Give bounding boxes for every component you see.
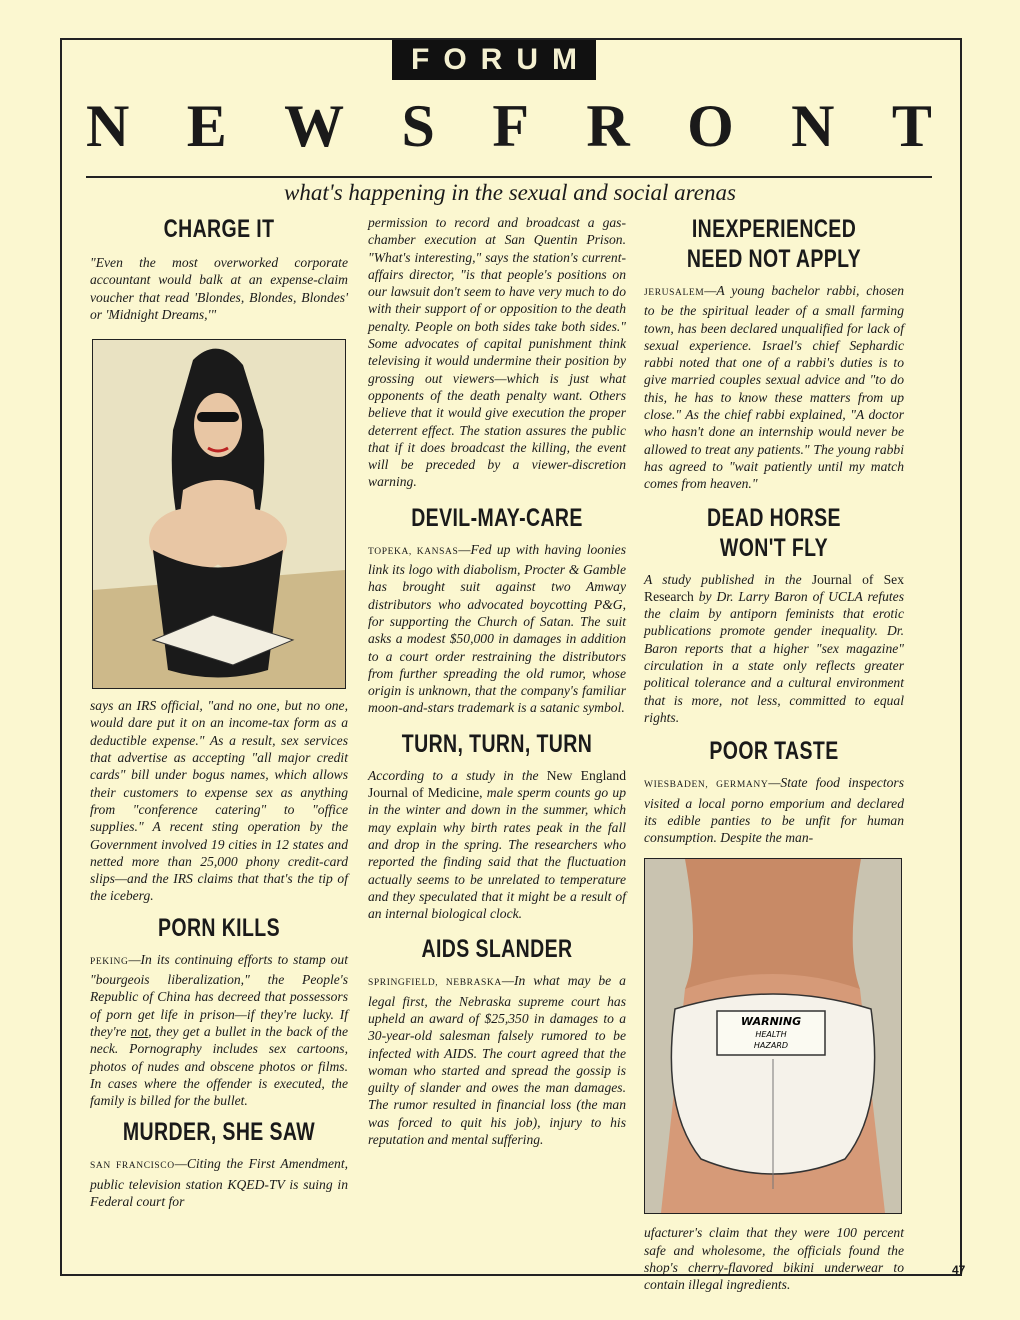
- article-text: In its continuing efforts to stamp out "bourgeois liberalization," the People's Republic of China has decreed that possessors of porn get life in prison—if they're lucky. If they're: [90, 951, 348, 1039]
- article-text: A young bachelor rabbi, chosen to be the spiritual leader of a small farming town, has been declared unqualified for lack of sexual experience. Israel's chief Sephardic rabbi noted that one of a rabbi's duties is to give married couples sexual advice and "to do this, he has to know these matters from up close." As the chief rabbi explained, "A doctor who hasn't done an internship would never be allowed to treat any patients." The young rabbi has agreed to "wait patiently until my match comes from heaven.": [644, 283, 904, 492]
- article-poor-taste: WIESBADEN, GERMANY—State food inspectors visited a local porno emporium and declared its edible panties to be unfit for human consumption. Despite the man-: [644, 775, 904, 846]
- article-murder-she-saw-cont: permission to record and broadcast a gas-chamber execution at San Quentin Prison. "What's interesting," says the station's current-affairs director, "is that people's positions on our lawsuit don't seem to have very much to do with their support of or opposition to the death penalty. People on both sides take both sides." Some advocates of capital punishment think televising it would undermine their position by grossing out viewers—which is just what opponents of the death penalty want. Others believe that it would give execution the proper deterrent effect. The station assures the public that if it does broadcast the killing, the event will be preceded by a viewer-discretion warning.: [368, 215, 626, 490]
- masthead-letter: E: [186, 93, 227, 159]
- article-text: According to a study in the: [368, 767, 547, 783]
- article-text: Fed up with having loonies link its logo with diabolism, Procter & Gamble has brought suit against two Amway distributors who advocated boycotting P&G, for supporting the Church of Satan. The suit asks a modest $50,000 in damages in addition to a court order restraining the distributors from further spreading the old rumor, whose origin is unknown, that the company's familiar moon-and-stars trademark is a satanic symbol.: [368, 541, 626, 716]
- dateline: JERUSALEM: [644, 288, 705, 298]
- article-text: not: [130, 1023, 149, 1039]
- article-text: male sperm counts go up in the winter and down in the summer, which may explain why birth rates peak in the fall and drop in the spring. The researchers who reported the finding said that the fluctuation actually seems to be unrelated to temperature and they speculated that it might be a result of an internal biological clock.: [368, 785, 626, 922]
- article-devil-may-care: TOPEKA, KANSAS—Fed up with having loonies link its logo with diabolism, Procter & Gamble has brought suit against two Amway distributors who advocated boycotting P&G, for supporting the Church of Satan. The suit asks a modest $50,000 in damages in addition to a court order restraining the distributors from further spreading the old rumor, whose origin is unknown, that the company's familiar moon-and-stars trademark is a satanic symbol.: [368, 541, 626, 716]
- article-charge-it-body: says an IRS official, "and no one, but no one, would dare put it on an income-tax form as a deductible expense." As a result, sex services that advertise as accepting "all major credit cards" bill under bogus names, which allows their customers to expense sex as anything from "conference catering" to "office supplies." A recent sting operation by the Government involved 19 cities in 12 states and netted more than 25,000 phony credit-card slips—and the IRS claims that that's the tip of the iceberg.: [90, 698, 348, 904]
- article-text: State food inspectors visited a local porno emporium and declared its edible panties to be unfit for human consumption. Despite the man-: [644, 775, 904, 846]
- article-inexperienced: JERUSALEM—A young bachelor rabbi, chosen to be the spiritual leader of a small farming town, has been declared unqualified for lack of sexual experience. Israel's chief Sephardic rabbi noted that one of a rabbi's duties is to give married couples sexual advice and "to do this, he has to know these matters from up close." As the chief rabbi explained, "A doctor who hasn't done an internship would never be allowed to treat any patients." The young rabbi has agreed to "wait patiently until my match comes from heaven.": [644, 283, 904, 492]
- masthead-letter: T: [891, 93, 932, 159]
- headline-devil-may-care: DEVIL-MAY-CARE: [411, 503, 583, 532]
- article-murder-she-saw: SAN FRANCISCO—Citing the First Amendment, public television station KQED-TV is suing in Federal court for: [90, 1156, 348, 1210]
- headline-porn-kills: PORN KILLS: [158, 913, 280, 942]
- dateline: SPRINGFIELD, NEBRASKA: [368, 978, 502, 989]
- journal-name: New England Journal of Medicine,: [368, 767, 626, 801]
- article-text: In what may be a legal first, the Nebraska supreme court has upheld an award of $25,350 in damages to a 30-year-old salesman falsely rumored to be infected with AIDS. The court agreed that the woman who started and spread the gossip is guilty of slander and owes the man damages. The rumor resulted in financial loss (the man was forced to quit his job), injury to his reputation and mental suffering.: [368, 973, 626, 1148]
- illustration-woman-cartoon: [92, 339, 346, 689]
- headline-inexperienced: INEXPERIENCED NEED NOT APPLY: [686, 215, 862, 273]
- headline-aids-slander: AIDS SLANDER: [421, 935, 573, 964]
- page-number: 47: [952, 1263, 966, 1277]
- masthead-letter: O: [687, 93, 734, 159]
- column-2: [368, 214, 626, 1148]
- article-text: , they get a bullet in the back of the neck. Pornography includes sex cartoons, photos of nudes and obscene photos or films. In cases where the offender is executed, the family is billed for the bullet.: [90, 1023, 348, 1109]
- masthead-letter: S: [401, 93, 435, 159]
- warning-label-line-2: HEALTH: [755, 1030, 787, 1040]
- headline-dead-horse: DEAD HORSE WON'T FLY: [707, 503, 841, 562]
- dateline: PEKING: [90, 956, 129, 967]
- section-label: FORUM: [392, 40, 596, 80]
- article-turn-turn-turn: [368, 767, 626, 923]
- journal-name: Journal of Sex Research: [644, 571, 904, 604]
- dateline: WIESBADEN, GERMANY: [644, 780, 769, 791]
- article-charge-it-intro: "Even the most overworked corporate accountant would balk at an expense-claim voucher that read 'Blondes, Blondes, Blondes' or 'Midnight Dreams,'": [90, 255, 348, 322]
- article-porn-kills: PEKING—In its continuing efforts to stamp out "bourgeois liberalization," the People's Republic of China has decreed that possessors of porn get life in prison—if they're lucky. If they're not, they get a bullet in the back of the neck. Pornography includes sex cartoons, photos of nudes and obscene photos or films. In cases where the offender is executed, the family is billed for the bullet.: [90, 951, 348, 1109]
- article-aids-slander: SPRINGFIELD, NEBRASKA—In what may be a legal first, the Nebraska supreme court has upheld an award of $25,350 in damages to a 30-year-old salesman falsely rumored to be infected with AIDS. The court agreed that the woman who started and spread the gossip is guilty of slander and owes the man damages. The rumor resulted in financial loss (the man was forced to quit his job), injury to his reputation and mental suffering.: [368, 973, 626, 1148]
- article-text: by Dr. Larry Baron of UCLA refutes the claim by antiporn feminists that erotic publications promote gender inequality. Dr. Baron reports that a higher "sex magazine" circulation in a state only reflects greater political tolerance and a cultural environment that is more, not less, committed to equal rights.: [644, 588, 904, 725]
- article-poor-taste-cont: ufacturer's claim that they were 100 percent safe and wholesome, the officials found the shop's cherry-flavored bikini underwear to contain illegal ingredients.: [644, 1225, 904, 1293]
- column-1: [90, 214, 348, 1210]
- illustration-panties-cartoon: [644, 858, 902, 1214]
- article-dead-horse: [644, 571, 904, 727]
- masthead-rule: [86, 176, 932, 178]
- headline-charge-it: CHARGE IT: [163, 215, 275, 243]
- warning-label-line-3: HAZARD: [753, 1041, 789, 1051]
- dateline: TOPEKA, KANSAS: [368, 546, 459, 557]
- article-text: Citing the First Amendment, public television station KQED-TV is suing in Federal court for: [90, 1156, 348, 1210]
- masthead-letter: R: [586, 93, 630, 159]
- warning-label-line-1: WARNING: [740, 1015, 802, 1029]
- tagline: what's happening in the sexual and social arenas: [284, 180, 736, 205]
- masthead-title: [86, 92, 932, 160]
- dateline: SAN FRANCISCO: [90, 1161, 175, 1172]
- headline-turn-turn-turn: TURN, TURN, TURN: [401, 729, 593, 758]
- masthead-letter: W: [284, 93, 345, 159]
- headline-murder-she-saw: MURDER, SHE SAW: [122, 1118, 316, 1147]
- masthead-letter: N: [791, 93, 835, 159]
- column-3: [644, 214, 904, 1294]
- masthead-letter: N: [86, 93, 130, 159]
- headline-poor-taste: POOR TASTE: [709, 737, 839, 766]
- masthead-letter: F: [492, 93, 529, 159]
- article-text: A study published in the: [644, 571, 812, 587]
